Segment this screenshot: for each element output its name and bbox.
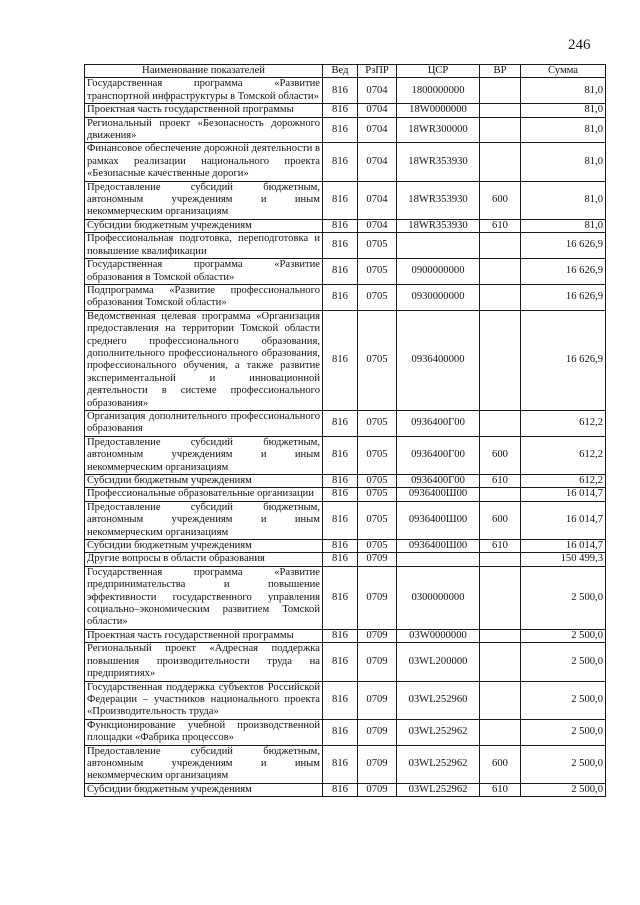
cell-rzpr: 0704: [358, 143, 397, 181]
cell-rzpr: 0705: [358, 488, 397, 501]
cell-vr: 610: [480, 540, 521, 553]
table-row: [85, 629, 606, 642]
cell-ved: 816: [323, 643, 358, 681]
cell-rzpr: 0705: [358, 436, 397, 474]
cell-vr: [480, 553, 521, 566]
cell-csr: 0936400Ш00: [397, 540, 480, 553]
cell-ved: 816: [323, 104, 358, 117]
cell-name: Государственная программа «Развитие предпринимательства и повышение эффективности государственного управления социально–экономическим развитием Томской области»: [85, 566, 323, 629]
cell-sum: 81,0: [521, 104, 606, 117]
cell-csr: 0300000000: [397, 566, 480, 629]
header-row: [85, 65, 606, 78]
cell-ved: 816: [323, 783, 358, 796]
cell-csr: 0936400000: [397, 310, 480, 410]
cell-rzpr: 0705: [358, 501, 397, 539]
cell-name: Ведомственная целевая программа «Организация предоставления на территории Томской области среднего профессионального образования, дополнительного профессионального образования, профессионального обучения, а также развитие экспериментальной и инновационной деятельности в системе профессионального образования»: [85, 310, 323, 410]
cell-ved: 816: [323, 501, 358, 539]
cell-csr: 03WL252962: [397, 745, 480, 783]
cell-vr: 600: [480, 501, 521, 539]
cell-ved: 816: [323, 629, 358, 642]
cell-name: Предоставление субсидий бюджетным, автономным учреждениям и иным некоммерческим организациям: [85, 181, 323, 219]
cell-ved: 816: [323, 566, 358, 629]
cell-rzpr: 0705: [358, 284, 397, 310]
cell-ved: 816: [323, 233, 358, 259]
cell-vr: 600: [480, 745, 521, 783]
cell-ved: 816: [323, 553, 358, 566]
cell-sum: 16 014,7: [521, 488, 606, 501]
cell-ved: 816: [323, 117, 358, 143]
header-sum: Сумма: [521, 65, 606, 78]
page-number: 246: [568, 37, 591, 53]
cell-sum: 81,0: [521, 219, 606, 232]
cell-sum: 16 626,9: [521, 310, 606, 410]
cell-vr: [480, 284, 521, 310]
cell-ved: 816: [323, 719, 358, 745]
cell-vr: [480, 143, 521, 181]
table-row: [85, 436, 606, 474]
cell-ved: 816: [323, 540, 358, 553]
cell-name: Субсидии бюджетным учреждениям: [85, 540, 323, 553]
cell-name: Проектная часть государственной программы: [85, 629, 323, 642]
cell-rzpr: 0704: [358, 181, 397, 219]
cell-vr: 610: [480, 783, 521, 796]
cell-sum: 2 500,0: [521, 719, 606, 745]
table-row: [85, 310, 606, 410]
cell-ved: 816: [323, 259, 358, 285]
cell-name: Субсидии бюджетным учреждениям: [85, 475, 323, 488]
cell-vr: [480, 681, 521, 719]
cell-vr: [480, 643, 521, 681]
table-row: [85, 783, 606, 796]
cell-sum: 16 014,7: [521, 501, 606, 539]
cell-sum: 81,0: [521, 181, 606, 219]
cell-rzpr: 0704: [358, 78, 397, 104]
table-row: [85, 566, 606, 629]
table-row: [85, 745, 606, 783]
cell-vr: [480, 719, 521, 745]
cell-name: Государственная программа «Развитие транспортной инфраструктуры в Томской области»: [85, 78, 323, 104]
table-row: [85, 143, 606, 181]
cell-rzpr: 0709: [358, 566, 397, 629]
cell-name: Региональный проект «Адресная поддержка повышения производительности труда на предприятиях»: [85, 643, 323, 681]
cell-ved: 816: [323, 745, 358, 783]
table-header: [85, 65, 606, 78]
table-row: [85, 681, 606, 719]
header-csr: ЦСР: [397, 65, 480, 78]
cell-sum: 16 626,9: [521, 259, 606, 285]
cell-rzpr: 0705: [358, 540, 397, 553]
header-rzpr: РзПР: [358, 65, 397, 78]
cell-rzpr: 0704: [358, 104, 397, 117]
cell-csr: 03WL252962: [397, 719, 480, 745]
cell-ved: 816: [323, 681, 358, 719]
cell-rzpr: 0709: [358, 553, 397, 566]
table-row: [85, 233, 606, 259]
cell-vr: [480, 566, 521, 629]
cell-sum: 16 626,9: [521, 284, 606, 310]
cell-rzpr: 0709: [358, 629, 397, 642]
cell-vr: 610: [480, 219, 521, 232]
cell-rzpr: 0709: [358, 719, 397, 745]
cell-csr: 1800000000: [397, 78, 480, 104]
cell-csr: [397, 553, 480, 566]
cell-vr: [480, 78, 521, 104]
cell-vr: 600: [480, 181, 521, 219]
cell-sum: 81,0: [521, 143, 606, 181]
cell-vr: [480, 117, 521, 143]
cell-csr: 03WL252962: [397, 783, 480, 796]
cell-ved: 816: [323, 284, 358, 310]
cell-name: Региональный проект «Безопасность дорожного движения»: [85, 117, 323, 143]
cell-rzpr: 0705: [358, 259, 397, 285]
cell-sum: 2 500,0: [521, 629, 606, 642]
table-row: [85, 78, 606, 104]
cell-sum: 612,2: [521, 475, 606, 488]
table-row: [85, 553, 606, 566]
cell-name: Организация дополнительного профессионального образования: [85, 410, 323, 436]
cell-name: Профессиональные образовательные организации: [85, 488, 323, 501]
cell-vr: [480, 410, 521, 436]
table-row: [85, 501, 606, 539]
cell-csr: 18WR353930: [397, 143, 480, 181]
cell-rzpr: 0709: [358, 745, 397, 783]
cell-sum: 16 014,7: [521, 540, 606, 553]
cell-name: Другие вопросы в области образования: [85, 553, 323, 566]
cell-vr: [480, 629, 521, 642]
cell-rzpr: 0705: [358, 410, 397, 436]
cell-rzpr: 0709: [358, 643, 397, 681]
cell-ved: 816: [323, 488, 358, 501]
table-row: [85, 181, 606, 219]
cell-rzpr: 0709: [358, 681, 397, 719]
cell-name: Функционирование учебной производственной площадки «Фабрика процессов»: [85, 719, 323, 745]
table-row: [85, 488, 606, 501]
table-row: [85, 104, 606, 117]
cell-csr: 0936400Г00: [397, 475, 480, 488]
cell-csr: 0936400Г00: [397, 436, 480, 474]
cell-csr: 03WL200000: [397, 643, 480, 681]
cell-csr: 0930000000: [397, 284, 480, 310]
header-ved: Вед: [323, 65, 358, 78]
table-row: [85, 410, 606, 436]
cell-rzpr: 0704: [358, 117, 397, 143]
table-row: [85, 540, 606, 553]
cell-sum: 612,2: [521, 436, 606, 474]
cell-rzpr: 0704: [358, 219, 397, 232]
cell-csr: 18W0000000: [397, 104, 480, 117]
cell-csr: 18WR353930: [397, 181, 480, 219]
cell-sum: 150 499,3: [521, 553, 606, 566]
cell-rzpr: 0705: [358, 310, 397, 410]
header-vr: ВР: [480, 65, 521, 78]
cell-vr: 610: [480, 475, 521, 488]
cell-name: Субсидии бюджетным учреждениям: [85, 783, 323, 796]
cell-rzpr: 0705: [358, 475, 397, 488]
table-row: [85, 284, 606, 310]
cell-ved: 816: [323, 475, 358, 488]
cell-csr: 18WR353930: [397, 219, 480, 232]
cell-vr: [480, 104, 521, 117]
cell-sum: 2 500,0: [521, 643, 606, 681]
cell-ved: 816: [323, 219, 358, 232]
cell-vr: [480, 488, 521, 501]
cell-csr: 03WL252960: [397, 681, 480, 719]
table-row: [85, 475, 606, 488]
budget-table: [84, 64, 606, 797]
table-row: [85, 259, 606, 285]
cell-ved: 816: [323, 181, 358, 219]
cell-vr: [480, 259, 521, 285]
cell-csr: [397, 233, 480, 259]
cell-csr: 0936400Г00: [397, 410, 480, 436]
cell-name: Государственная программа «Развитие образования в Томской области»: [85, 259, 323, 285]
table-row: [85, 643, 606, 681]
cell-csr: 18WR300000: [397, 117, 480, 143]
cell-csr: 0900000000: [397, 259, 480, 285]
cell-csr: 03W0000000: [397, 629, 480, 642]
cell-name: Проектная часть государственной программы: [85, 104, 323, 117]
table-row: [85, 719, 606, 745]
table-row: [85, 117, 606, 143]
cell-sum: 2 500,0: [521, 681, 606, 719]
cell-sum: 2 500,0: [521, 745, 606, 783]
cell-name: Профессиональная подготовка, переподготовка и повышение квалификации: [85, 233, 323, 259]
cell-csr: 0936400Ш00: [397, 501, 480, 539]
table-row: [85, 219, 606, 232]
cell-sum: 2 500,0: [521, 783, 606, 796]
cell-vr: [480, 310, 521, 410]
cell-ved: 816: [323, 143, 358, 181]
cell-vr: 600: [480, 436, 521, 474]
cell-vr: [480, 233, 521, 259]
table-body: [85, 78, 606, 797]
cell-sum: 81,0: [521, 78, 606, 104]
cell-name: Предоставление субсидий бюджетным, автономным учреждениям и иным некоммерческим организациям: [85, 436, 323, 474]
cell-ved: 816: [323, 436, 358, 474]
cell-ved: 816: [323, 410, 358, 436]
cell-rzpr: 0709: [358, 783, 397, 796]
cell-rzpr: 0705: [358, 233, 397, 259]
cell-sum: 2 500,0: [521, 566, 606, 629]
cell-name: Субсидии бюджетным учреждениям: [85, 219, 323, 232]
cell-name: Предоставление субсидий бюджетным, автономным учреждениям и иным некоммерческим организациям: [85, 745, 323, 783]
cell-name: Финансовое обеспечение дорожной деятельности в рамках реализации национального проекта «Безопасные качественные дороги»: [85, 143, 323, 181]
header-name: Наименование показателей: [85, 65, 323, 78]
cell-name: Государственная поддержка субъектов Российской Федерации – участников национального проекта «Производительность труда»: [85, 681, 323, 719]
cell-sum: 16 626,9: [521, 233, 606, 259]
cell-name: Подпрограмма «Развитие профессионального образования Томской области»: [85, 284, 323, 310]
cell-ved: 816: [323, 310, 358, 410]
cell-ved: 816: [323, 78, 358, 104]
cell-name: Предоставление субсидий бюджетным, автономным учреждениям и иным некоммерческим организациям: [85, 501, 323, 539]
cell-sum: 612,2: [521, 410, 606, 436]
cell-csr: 0936400Ш00: [397, 488, 480, 501]
cell-sum: 81,0: [521, 117, 606, 143]
